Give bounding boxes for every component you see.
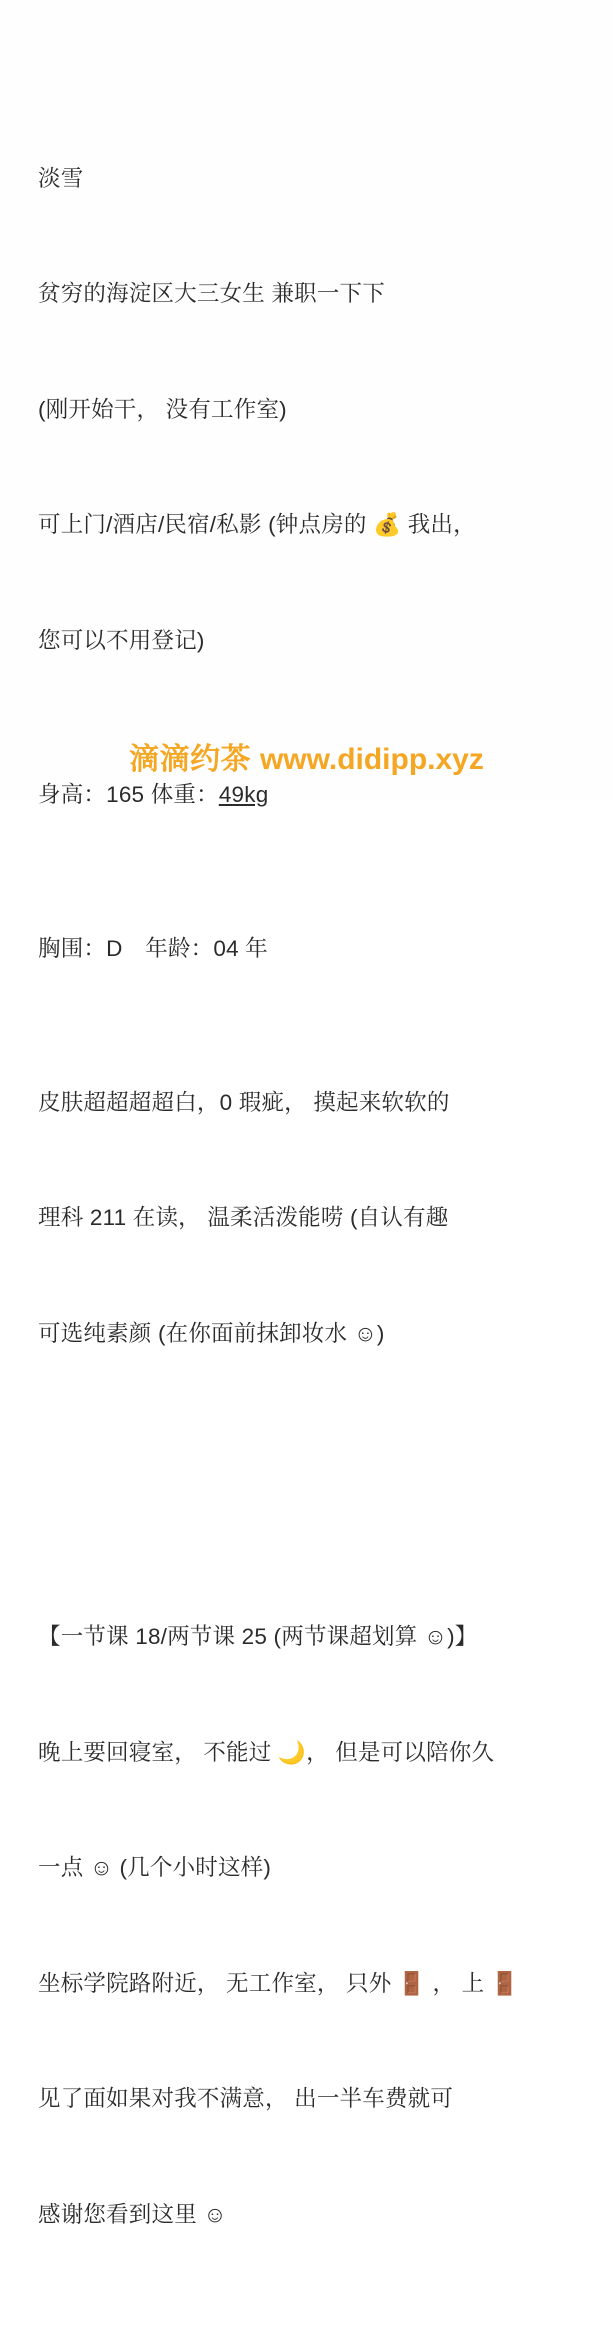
intro-line-2: (刚开始干， 没有工作室) [38,396,287,422]
weight-label: 体重： [150,781,219,807]
stats-line-bust-age [38,930,579,969]
stats-spacer-2 [123,936,146,961]
bust-label: 胸围： [38,935,107,961]
height-value: 165 [106,781,145,807]
description-line-1: 皮肤超超超超白，0 瑕疵， 摸起来软软的 [38,1089,450,1115]
price-line: 【一节课 18/两节课 25 (两节课超划算 ☺)】 [38,1624,478,1649]
description-line-3: 可选纯素颜 (在你面前抹卸妆水 ☺) [38,1320,385,1346]
bust-value: D [106,935,123,961]
intro-line-1: 贫穷的海淀区大三女生 兼职一下下 [38,281,385,306]
age-label: 年龄： [145,935,214,961]
paragraph-gap [38,1469,579,1503]
weight-value: 49kg [218,781,269,807]
height-label: 身高： [38,781,107,807]
terms-line-4: 见了面如果对我不满意， 出一半车费就可 [38,2086,454,2111]
terms-line-1: 晚上要回寝室， 不能过 🌙， 但是可以陪你久 [38,1739,495,1765]
intro-line-4: 您可以不用登记) [38,627,205,653]
nickname: 淡雪 [38,165,84,191]
footer-watermark [0,734,613,778]
terms-line-3: 坐标学院路附近， 无工作室， 只外 🚪 ， 上 🚪 [38,1970,520,1996]
post-body [38,44,579,2350]
intro-line-3: 可上门/酒店/民宿/私影 (钟点房的 💰 我出， [38,512,476,537]
terms-line-5: 感谢您看到这里 ☺ [38,2201,227,2227]
footer-brand: 滴滴约茶 [129,743,252,776]
terms-line-2: 一点 ☺ (几个小时这样) [38,1855,272,1880]
description-line-2: 理科 211 在读， 温柔活泼能唠 (自认有趣 [38,1205,449,1230]
age-value: 04 年 [213,935,268,961]
footer-site-url: www.didipp.xyz [259,743,484,776]
stats-line-height-weight [38,776,579,815]
